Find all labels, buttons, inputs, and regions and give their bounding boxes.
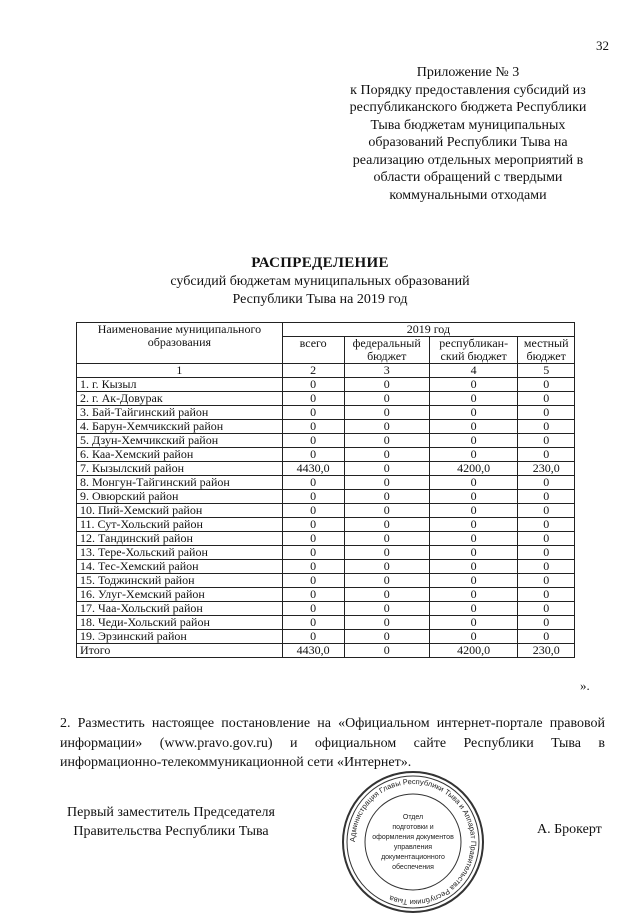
local-value: 0 [518,616,575,630]
local-value: 0 [518,518,575,532]
republic-value: 0 [429,420,517,434]
total-value: 0 [282,532,344,546]
total-value: 0 [282,406,344,420]
republic-value: 0 [429,546,517,560]
stamp-center-line: обеспечения [392,864,434,871]
federal-value: 0 [344,392,429,406]
table-row [77,406,575,420]
federal-value: 0 [344,630,429,644]
total-value: 0 [282,504,344,518]
column-number: 4 [429,364,517,378]
local-value: 0 [518,392,575,406]
federal-value: 0 [344,518,429,532]
local-value: 0 [518,588,575,602]
appendix-line: образований Республики Тыва на [368,135,568,150]
municipality-name: 7. Кызылский район [77,462,283,476]
total-value: 0 [282,448,344,462]
federal-value: 0 [344,378,429,392]
republic-value: 4200,0 [429,462,517,476]
local-value: 0 [518,532,575,546]
column-number: 3 [344,364,429,378]
republic-value: 0 [429,490,517,504]
total-value: 0 [282,392,344,406]
republic-value: 0 [429,630,517,644]
federal-value: 0 [344,476,429,490]
total-label: Итого [77,644,283,658]
local-value: 230,0 [518,644,575,658]
header-local: местный бюджет [518,337,575,364]
table-row [77,560,575,574]
table-row [77,574,575,588]
table-row [77,616,575,630]
municipality-name: 12. Тандинский район [77,532,283,546]
stamp-center-line: подготовки и [392,824,434,831]
table-row [77,392,575,406]
column-number-row [77,364,575,378]
local-value: 0 [518,574,575,588]
stamp-center-line: Отдел [402,814,424,821]
federal-value: 0 [344,574,429,588]
republic-value: 4200,0 [429,644,517,658]
republic-value: 0 [429,504,517,518]
municipality-name: 10. Пий-Хемский район [77,504,283,518]
republic-value: 0 [429,378,517,392]
local-value: 0 [518,448,575,462]
republic-value: 0 [429,574,517,588]
publication-paragraph: 2. Разместить настоящее постановление на «Официальном интернет-портале правовой информации» (www.pravo.gov.ru) и официальном сайте Республики Тыва в информационно-телекоммуникационной сети «Интернет». [60,716,605,770]
total-value: 0 [282,616,344,630]
column-number: 1 [77,364,283,378]
republic-value: 0 [429,406,517,420]
appendix-line: Тыва бюджетам муниципальных [370,117,566,133]
total-value: 0 [282,630,344,644]
local-value: 0 [518,476,575,490]
republic-value: 0 [429,448,517,462]
stamp-center-line: оформления документов [372,834,454,841]
header-republic: республикан-ский бюджет [429,337,517,364]
local-value: 0 [518,546,575,560]
local-value: 0 [518,504,575,518]
appendix-line: коммунальными отходами [389,187,547,203]
column-number: 2 [282,364,344,378]
header-federal: федеральный бюджет [344,337,429,364]
municipality-name: 13. Тере-Хольский район [77,546,283,560]
local-value: 0 [518,630,575,644]
local-value: 0 [518,560,575,574]
municipality-name: 18. Чеди-Хольский район [77,616,283,630]
table-row [77,490,575,504]
stamp-center-line: управления [393,844,433,851]
table-row [77,378,575,392]
republic-value: 0 [429,518,517,532]
signature-name: А. Брокерт [537,822,602,837]
local-value: 0 [518,420,575,434]
federal-value: 0 [344,644,429,658]
header-year: 2019 год [282,323,574,337]
signer-line-1: Первый заместитель Председателя [67,805,275,820]
federal-value: 0 [344,588,429,602]
table-body [77,378,575,658]
table-row [77,476,575,490]
table-row [77,518,575,532]
table-row [77,532,575,546]
municipality-name: 5. Дзун-Хемчикский район [77,434,283,448]
republic-value: 0 [429,392,517,406]
total-row [77,644,575,658]
municipality-name: 9. Овюрский район [77,490,283,504]
appendix-line: Приложение № 3 [416,65,520,80]
table-row [77,602,575,616]
appendix-line: реализацию отдельных мероприятий в [352,152,584,168]
total-value: 0 [282,420,344,434]
document-title [0,253,640,309]
title-main: РАСПРЕДЕЛЕНИЕ [251,255,389,271]
distribution-table [76,322,575,658]
official-stamp [338,767,488,917]
municipality-name: 17. Чаа-Хольский район [77,602,283,616]
municipality-name: 3. Бай-Тайгинский район [77,406,283,420]
total-value: 0 [282,574,344,588]
local-value: 0 [518,602,575,616]
total-value: 0 [282,560,344,574]
republic-value: 0 [429,434,517,448]
total-value: 0 [282,378,344,392]
signer-title [56,803,286,841]
appendix-line: области обращений с твердыми [373,170,563,185]
federal-value: 0 [344,448,429,462]
table-end-mark: ». [580,678,590,693]
table-row [77,434,575,448]
signer-line-2: Правительства Республики Тыва [73,824,269,839]
local-value: 230,0 [518,462,575,476]
federal-value: 0 [344,462,429,476]
municipality-name: 14. Тес-Хемский район [77,560,283,574]
federal-value: 0 [344,420,429,434]
appendix-header [318,64,618,204]
republic-value: 0 [429,588,517,602]
federal-value: 0 [344,616,429,630]
total-value: 0 [282,546,344,560]
total-value: 0 [282,602,344,616]
federal-value: 0 [344,504,429,518]
header-municipality: Наименование муниципального образования [77,323,283,364]
local-value: 0 [518,490,575,504]
total-value: 0 [282,490,344,504]
total-value: 0 [282,588,344,602]
total-value: 0 [282,518,344,532]
local-value: 0 [518,406,575,420]
federal-value: 0 [344,602,429,616]
federal-value: 0 [344,546,429,560]
republic-value: 0 [429,560,517,574]
appendix-line: к Порядку предоставления субсидий из [350,82,586,98]
total-value: 4430,0 [282,644,344,658]
federal-value: 0 [344,406,429,420]
federal-value: 0 [344,490,429,504]
municipality-name: 15. Тоджинский район [77,574,283,588]
municipality-name: 19. Эрзинский район [77,630,283,644]
table-row [77,462,575,476]
table-header-row [77,323,575,337]
total-value: 0 [282,434,344,448]
stamp-center-line: документационного [381,854,445,861]
header-total: всего [282,337,344,364]
table-row [77,588,575,602]
federal-value: 0 [344,560,429,574]
republic-value: 0 [429,476,517,490]
municipality-name: 11. Сут-Хольский район [77,518,283,532]
local-value: 0 [518,378,575,392]
table-row [77,546,575,560]
title-line-2: Республики Тыва на 2019 год [232,292,408,307]
municipality-name: 1. г. Кызыл [77,378,283,392]
appendix-line: республиканского бюджета Республики [349,100,587,115]
local-value: 0 [518,434,575,448]
republic-value: 0 [429,602,517,616]
municipality-name: 2. г. Ак-Довурак [77,392,283,406]
table-row [77,448,575,462]
title-line-1: субсидий бюджетам муниципальных образований [170,274,470,289]
municipality-name: 8. Монгун-Тайгинский район [77,476,283,490]
table-row [77,420,575,434]
municipality-name: 6. Каа-Хемский район [77,448,283,462]
municipality-name: 4. Барун-Хемчикский район [77,420,283,434]
table-row [77,504,575,518]
total-value: 4430,0 [282,462,344,476]
column-number: 5 [518,364,575,378]
stamp-ring-text: Администрация Главы Республики Тыва и Аппарат Правительства Республики Тыва [347,776,479,908]
republic-value: 0 [429,616,517,630]
republic-value: 0 [429,532,517,546]
federal-value: 0 [344,434,429,448]
municipality-name: 16. Улуг-Хемский район [77,588,283,602]
total-value: 0 [282,476,344,490]
federal-value: 0 [344,532,429,546]
table-row [77,630,575,644]
page-number: 32 [596,38,609,53]
